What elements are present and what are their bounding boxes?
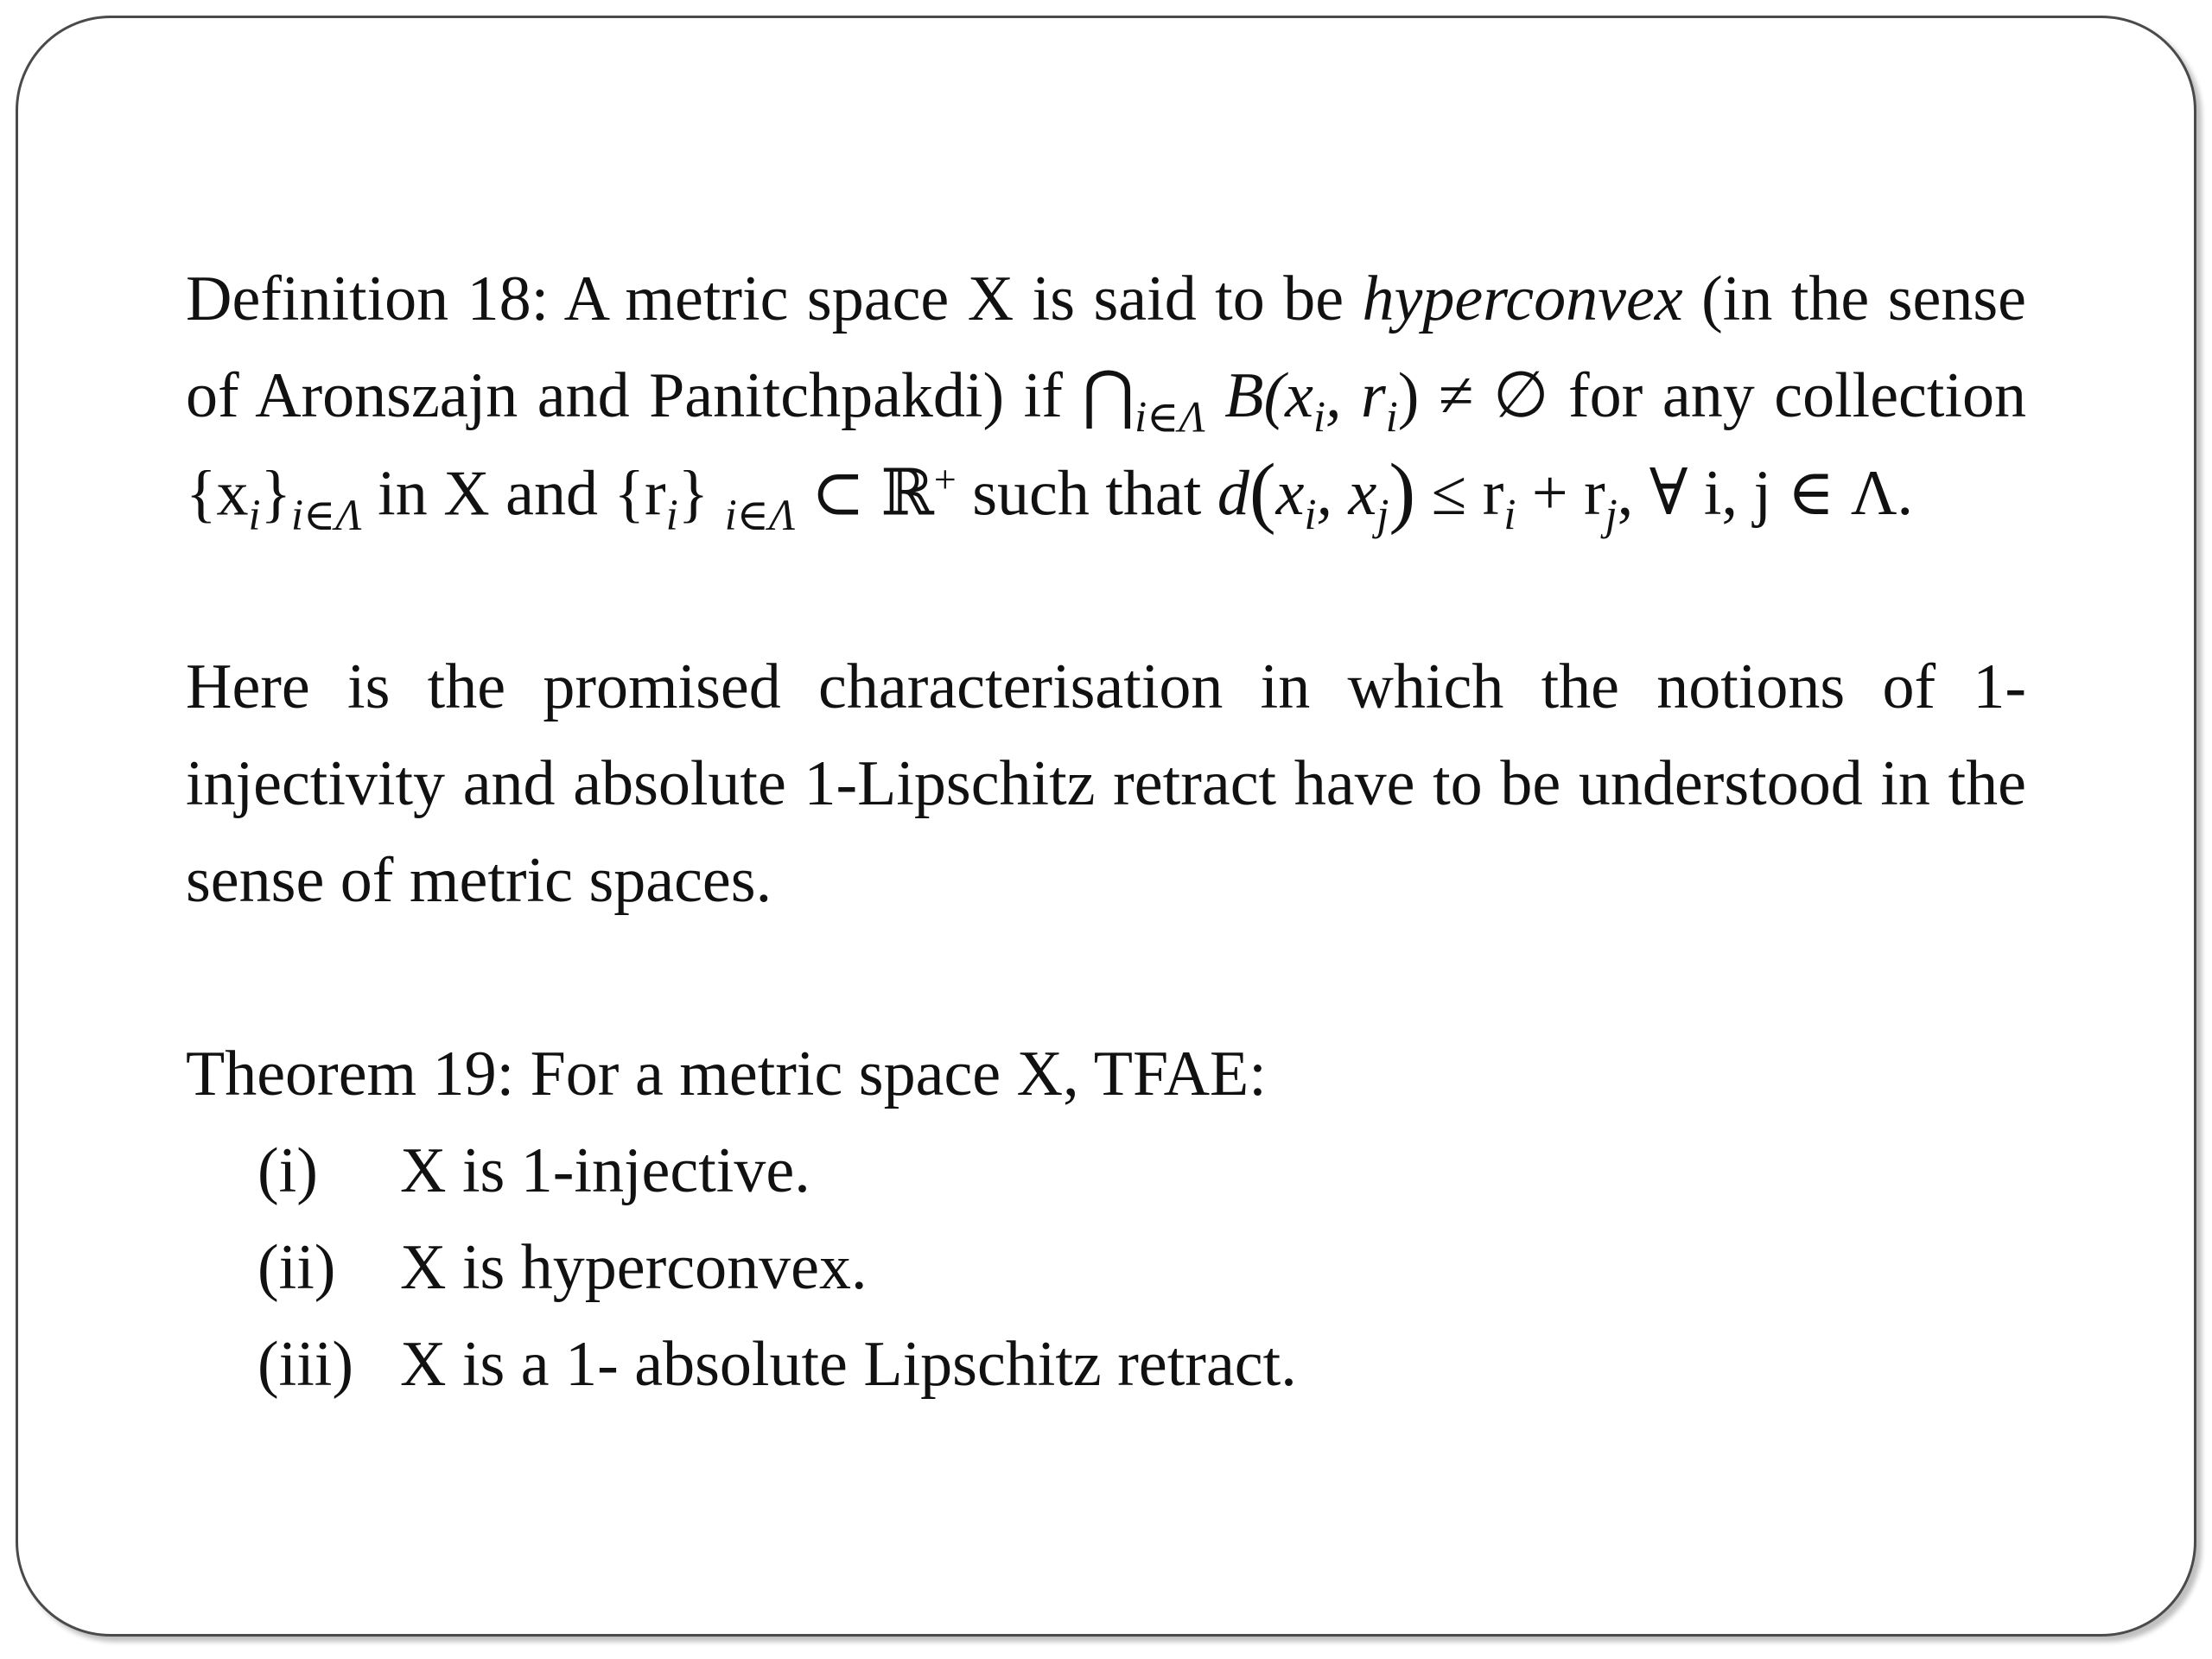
collection-text: ) ≠ ∅ for any collection {x [186,360,2026,530]
list-item [186,1122,2026,1219]
ball-expression: B(x [1224,360,1313,431]
characterisation-paragraph: Here is the promised characterisation in which the notions of 1-injectivity and absolute 1-Lipschitz retract have to be understood in the sense of metric spaces. [186,652,2026,917]
distance-condition: $d(x_i$, $x_j) \le r_i + r_j$, ∀ i, j ∈ Λ. [1217,448,1913,539]
list-item-text: X is 1-injective. [400,1135,810,1207]
theorem-list [186,1122,2026,1413]
list-item [186,1316,2026,1413]
slide-content [186,251,2026,1413]
theorem-19-title: Theorem 19: For a metric space X, TFAE: [186,1039,1267,1110]
index-subscript: i∈Λ [1135,392,1205,442]
definition-18: Definition 18: A metric space X is said to be hyperconvex (in the sense of Aronszajn and Panitchpakdi) if $⋂_{i\in\Lambda}$ $B(x_i$, $r_i$) ≠ ∅ for any collection $\{x_i\}_{i\in\Lambda}$ in X and $\{r_i\}$ $_{i\in\Lambda}$ ⊂ ℝ+ such that $d(x_i$, $x_j) \le r_i + r_j$, ∀ i, j ∈ Λ. [186,264,2026,539]
definition-lead: Definition 18: A metric space X is said to be [186,264,1363,334]
definition-term: hyperconvex [1362,264,1683,334]
list-item [186,1219,2026,1316]
list-marker: (i) [257,1135,318,1207]
positive-reals: ⊂ ℝ [810,458,934,530]
list-item-text: X is a 1- absolute Lipschitz retract. [400,1329,1297,1401]
definition-text: (in the sense of Aronszajn and Panitchpakdi) if [186,264,2026,431]
list-marker: (ii) [257,1232,336,1304]
intersection-symbol: ⋂ [1082,360,1135,431]
list-item-text: X is hyperconvex. [400,1232,868,1304]
list-marker: (iii) [257,1329,353,1401]
